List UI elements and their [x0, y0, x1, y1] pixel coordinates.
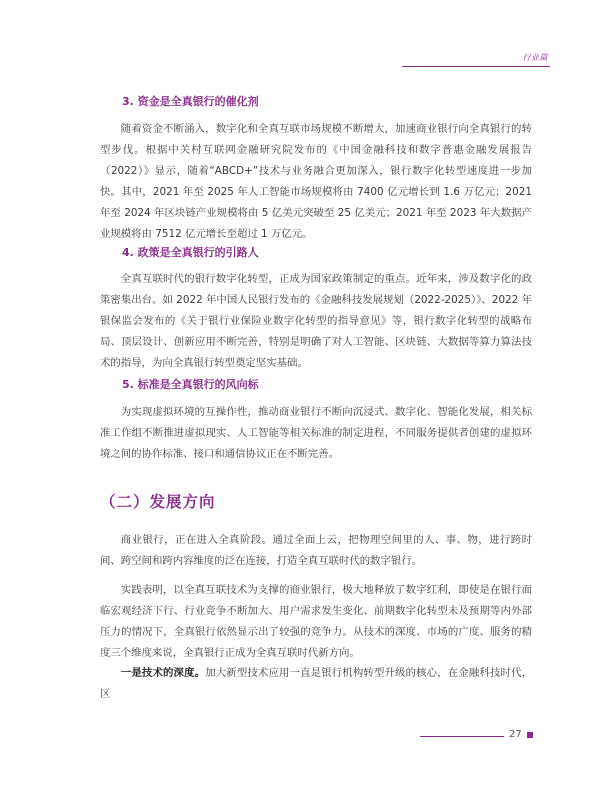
- section-4-heading: 4. 政策是全真银行的引路人: [122, 246, 259, 259]
- technology-depth-paragraph: [100, 663, 532, 705]
- technology-depth-lead: 一是技术的深度。: [120, 667, 206, 679]
- development-paragraph-2: 实践表明，以全真互联技术为支撑的商业银行，极大地释放了数字红利，即使是在银行面临宏观经济下行、行业竞争不断加大、用户需求发生变化、前期数字化转型未及预期等内外部压力的情况下，全真银行依然显示出了较强的竞争力。从技术的深度、市场的广度、服务的精度三个维度来说，全真银行正成为全真互联时代新方向。: [100, 584, 532, 659]
- section-4-paragraph: 全真互联时代的银行数字化转型，正成为国家政策制定的重点。近年来，涉及数字化的政策密集出台。如 2022 年中国人民银行发布的《金融科技发展规划（2022-2025）》、2022 年银保监会发布的《关于银行业保险业数字化转型的指导意见》等，银行数字化转型的战略布局、顶层设计、创新应用不断完善，特别是明确了对人工智能、区块链、大数据等算力算法技术的指导，为向全真银行转型奠定坚实基础。: [100, 273, 532, 369]
- section-3-heading: 3. 资金是全真银行的催化剂: [122, 95, 259, 108]
- page-marker-square: [527, 732, 533, 738]
- section-5-heading: 5. 标准是全真银行的风向标: [122, 378, 259, 391]
- page-number: 27: [509, 729, 522, 740]
- section-title-development: （二）发展方向: [100, 493, 216, 511]
- technology-depth-text: 加大新型技术应用一直是银行机构转型升级的核心，在金融科技时代，区: [100, 667, 533, 700]
- section-5-paragraph: 为实现虚拟环境的互操作性，推动商业银行不断向沉浸式、数字化、智能化发展，相关标准工作组不断推进虚拟现实、人工智能等相关标准的制定进程，不同服务提供者创建的虚拟环境之间的协作标准、接口和通信协议正在不断完善。: [100, 406, 532, 460]
- header-label: 行业篇: [522, 53, 548, 62]
- footer-rule: [420, 736, 504, 737]
- development-paragraph-1: 商业银行，正在进入全真阶段。通过全面上云，把物理空间里的人、事、物，进行跨时间、跨空间和跨内容维度的泛在连接，打造全真互联时代的数字银行。: [100, 534, 532, 567]
- header-rule: [402, 66, 550, 67]
- section-3-paragraph: 随着资金不断涌入，数字化和全真互联市场规模不断增大，加速商业银行向全真银行的转型步伐。根据中关村互联网金融研究院发布的《中国金融科技和数字普惠金融发展报告（2022）》显示，随着“ABCD+”技术与业务融合更加深入，银行数字化转型速度进一步加快。其中，2021 年至 2025 年人工智能市场规模将由 7400 亿元增长到 1.6 万亿元；2021 年至 2024 年区块链产业规模将由 5 亿美元突破至 25 亿美元；2021 年至 2023 年大数据产业规模将由 7512 亿元增长至超过 1 万亿元。: [100, 123, 532, 240]
